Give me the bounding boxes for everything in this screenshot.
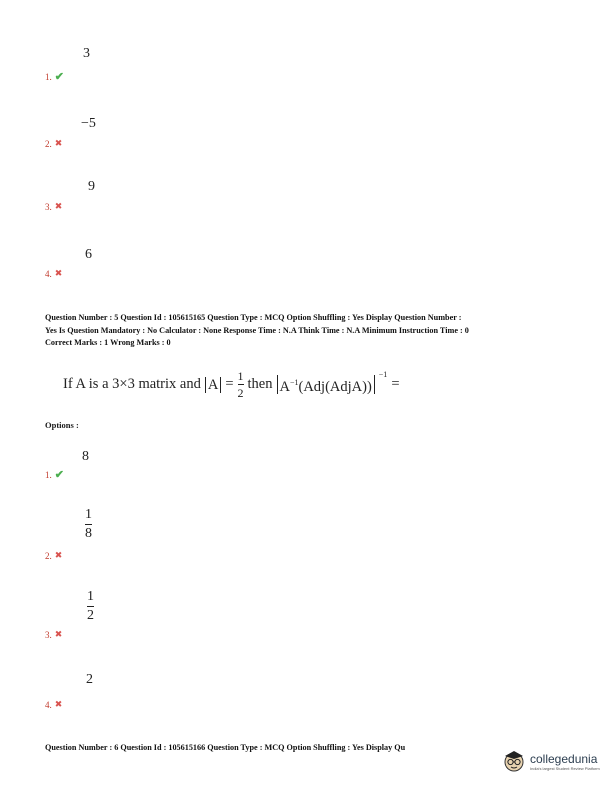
check-icon: ✔ (54, 71, 64, 83)
meta-line-2: Yes Is Question Mandatory : No Calculator : None Response Time : N.A Think Time : N.A Minimum Instruction Time : 0 (45, 325, 469, 335)
meta-line-1: Question Number : 5 Question Id : 105615165 Question Type : MCQ Option Shuffling : Yes Display Question Number : (45, 313, 462, 322)
mascot-icon (502, 748, 526, 774)
question-prefix: If A is a 3×3 matrix and (63, 376, 201, 392)
frac-denominator: 2 (87, 608, 94, 623)
fraction-one-half (87, 590, 94, 623)
option-1-number (45, 468, 64, 481)
frac-bar (87, 606, 94, 607)
frac-bar (238, 384, 244, 385)
option-number: 3. (45, 201, 52, 212)
logo-text (530, 752, 600, 771)
prev-option-3-number (45, 201, 62, 212)
prev-option-1-value: 3 (83, 46, 90, 61)
frac-denominator: 2 (237, 386, 244, 400)
logo-name: collegedunia (530, 751, 598, 766)
end-equals: = (391, 376, 400, 392)
collegedunia-logo (502, 748, 600, 774)
option-number: 2. (45, 550, 52, 561)
question-6-meta: Question Number : 6 Question Id : 105615166 Question Type : MCQ Option Shuffling : Yes Display Qu (45, 743, 406, 752)
outer-sup: −1 (378, 370, 388, 379)
expr-A: A (279, 378, 290, 395)
option-2-number (45, 550, 62, 561)
expr-sup: −1 (289, 377, 299, 387)
option-number: 4. (45, 699, 52, 710)
prev-option-2-value: −5 (81, 116, 96, 131)
frac-denominator: 8 (85, 526, 92, 541)
cross-icon: ✖ (54, 201, 63, 211)
option-2-value (85, 508, 92, 541)
option-number: 2. (45, 138, 52, 149)
cross-icon: ✖ (54, 629, 63, 639)
cross-icon: ✖ (54, 138, 63, 148)
abs-A: A (205, 377, 221, 393)
option-1-value: 8 (82, 449, 89, 464)
prev-option-1-number (45, 70, 64, 83)
option-number: 4. (45, 268, 52, 279)
equals-sign: = (225, 376, 234, 392)
check-icon: ✔ (54, 469, 64, 481)
abs-expression (277, 375, 375, 395)
cross-icon: ✖ (54, 268, 63, 278)
prev-option-2-number (45, 138, 62, 149)
option-number: 1. (45, 71, 52, 82)
option-3-number (45, 629, 62, 640)
fraction-half (238, 370, 244, 399)
then-word: then (247, 376, 273, 392)
prev-option-4-number (45, 268, 62, 279)
frac-numerator: 1 (237, 369, 244, 383)
options-label: Options : (45, 420, 79, 430)
question-5-text (63, 370, 400, 399)
cross-icon: ✖ (54, 699, 63, 709)
frac-bar (85, 524, 92, 525)
frac-numerator: 1 (87, 589, 94, 604)
prev-option-3-value: 9 (88, 179, 95, 194)
option-number: 3. (45, 629, 52, 640)
cross-icon: ✖ (54, 550, 63, 560)
question-5-meta (45, 312, 469, 350)
expr-inner: (Adj(AdjA)) (298, 378, 372, 395)
option-4-value: 2 (86, 672, 93, 687)
frac-numerator: 1 (85, 507, 92, 522)
logo-tagline: India's largest Student Review Platform (530, 765, 600, 771)
option-number: 1. (45, 469, 52, 480)
option-3-value (87, 590, 94, 623)
meta-line-3: Correct Marks : 1 Wrong Marks : 0 (45, 338, 171, 347)
fraction-one-eighth (85, 508, 92, 541)
option-4-number (45, 699, 62, 710)
prev-option-4-value: 6 (85, 247, 92, 262)
